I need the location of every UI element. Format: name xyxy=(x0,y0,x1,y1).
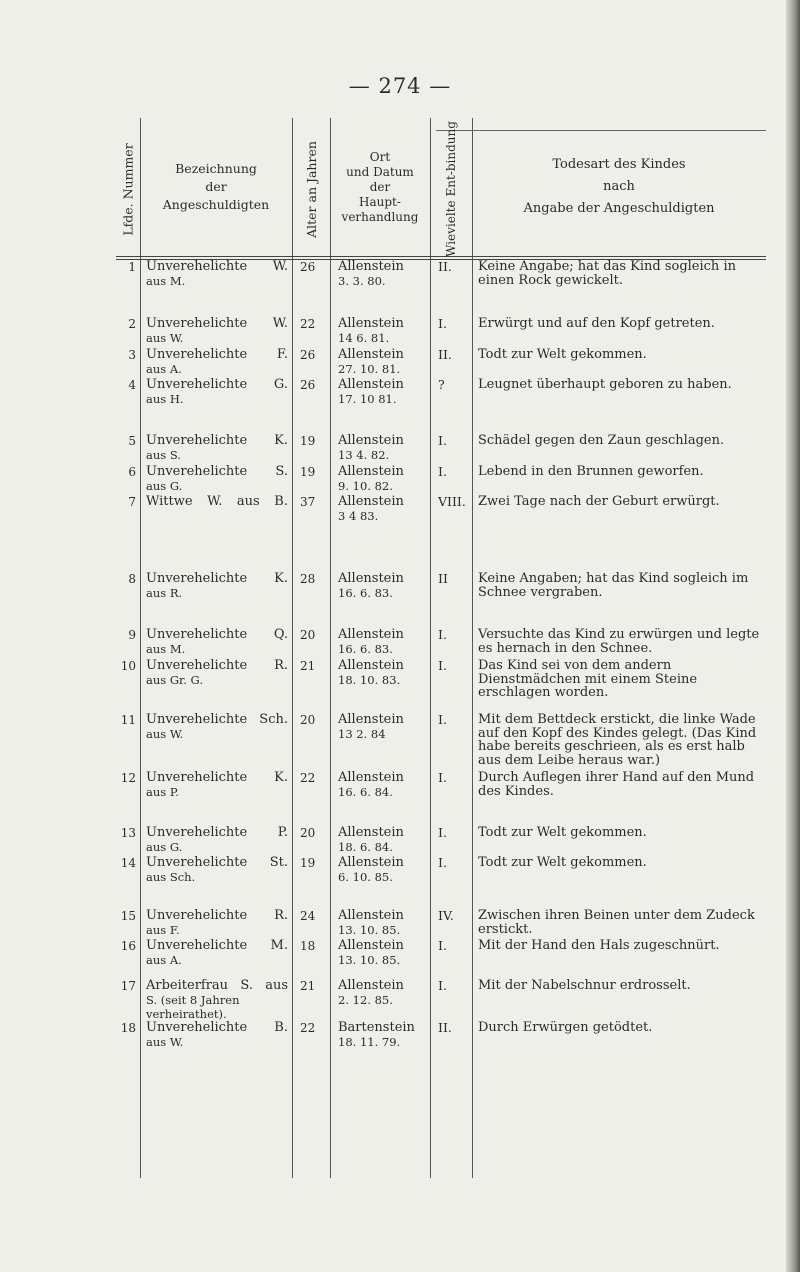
column-rule xyxy=(292,118,293,1178)
trial-place-date xyxy=(338,378,428,406)
trial-place: Allenstein xyxy=(338,938,404,953)
defendant-origin: aus P. xyxy=(146,785,179,799)
defendant-name: Arbeiterfrau S. aus xyxy=(146,978,288,993)
defendant-age: 22 xyxy=(300,317,316,331)
header-nr: Lfde. Nummer xyxy=(120,142,136,236)
trial-place-date xyxy=(338,465,428,493)
trial-date: 16. 6. 83. xyxy=(338,586,393,600)
cause-of-death: Todt zur Welt gekommen. xyxy=(478,347,647,362)
delivery-count: VIII. xyxy=(438,494,466,509)
defendant-name: Unverehelichte St. xyxy=(146,855,288,870)
cause-of-death: Todt zur Welt gekommen. xyxy=(478,825,647,840)
cause-of-death: Schädel gegen den Zaun geschlagen. xyxy=(478,433,725,448)
defendant-age: 22 xyxy=(300,1021,316,1035)
defendant-designation xyxy=(146,909,288,937)
row-number: 12 xyxy=(120,771,136,785)
defendant-name: Unverehelichte W. xyxy=(146,259,288,274)
defendant-origin: aus R. xyxy=(146,586,183,600)
column-rule xyxy=(472,118,473,1178)
page-edge-shadow xyxy=(786,0,800,1272)
defendant-age: 28 xyxy=(300,572,316,586)
trial-date: 3 4 83. xyxy=(338,509,379,523)
delivery-count: II xyxy=(438,571,448,586)
defendant-origin: aus G. xyxy=(146,840,183,854)
cause-of-death: Zwei Tage nach der Geburt erwürgt. xyxy=(478,494,720,509)
row-number: 3 xyxy=(128,348,136,362)
trial-date: 16. 6. 84. xyxy=(338,785,393,799)
defendant-name: Unverehelichte G. xyxy=(146,377,288,392)
cause-of-death: Mit der Nabelschnur erdrosselt. xyxy=(478,978,691,993)
trial-place: Allenstein xyxy=(338,259,404,274)
row-number: 6 xyxy=(128,465,136,479)
page-number: — 274 — xyxy=(348,74,452,98)
defendant-origin: aus S. xyxy=(146,448,181,462)
defendant-name: Unverehelichte S. xyxy=(146,464,288,479)
trial-date: 27. 10. 81. xyxy=(338,362,401,376)
trial-place-date xyxy=(338,628,428,656)
trial-date: 13. 10. 85. xyxy=(338,923,401,937)
defendant-name: Unverehelichte F. xyxy=(146,347,288,362)
defendant-origin: aus Sch. xyxy=(146,870,196,884)
defendant-age: 24 xyxy=(300,909,316,923)
delivery-count: ? xyxy=(438,377,445,392)
defendant-origin: aus Gr. G. xyxy=(146,673,203,687)
defendant-designation xyxy=(146,628,288,656)
trial-place-date xyxy=(338,771,428,799)
defendant-name: Unverehelichte K. xyxy=(146,433,288,448)
row-number: 13 xyxy=(120,826,136,840)
header-bind: Wievielte Ent-bindung xyxy=(444,121,459,257)
trial-date: 13. 10. 85. xyxy=(338,953,401,967)
defendant-designation xyxy=(146,378,288,406)
defendant-designation xyxy=(146,572,288,600)
delivery-count: I. xyxy=(438,712,447,727)
defendant-name: Wittwe W. aus B. xyxy=(146,494,288,509)
trial-place: Allenstein xyxy=(338,571,404,586)
header-bottom-rule xyxy=(116,256,766,257)
trial-place: Allenstein xyxy=(338,978,404,993)
trial-date: 13 2. 84 xyxy=(338,727,386,741)
trial-place: Allenstein xyxy=(338,712,404,727)
cause-of-death: Das Kind sei von dem andern Dienstmädchen mit einem Steine erschlagen worden. xyxy=(478,658,698,700)
delivery-count: I. xyxy=(438,627,447,642)
defendant-age: 26 xyxy=(300,378,316,392)
header-place: Ort und Datum der Haupt- verhandlung xyxy=(341,149,419,224)
data-table xyxy=(116,118,778,1258)
defendant-age: 20 xyxy=(300,713,316,727)
trial-date: 16. 6. 83. xyxy=(338,642,393,656)
cause-of-death: Todt zur Welt gekommen. xyxy=(478,855,647,870)
defendant-age: 21 xyxy=(300,979,316,993)
header-name: Bezeichnung der Angeschuldigten xyxy=(162,161,270,212)
column-rule xyxy=(140,118,141,1178)
defendant-age: 26 xyxy=(300,260,316,274)
row-number: 7 xyxy=(128,495,136,509)
trial-place-date xyxy=(338,713,428,741)
trial-date: 6. 10. 85. xyxy=(338,870,393,884)
defendant-origin: S. (seit 8 Jahren verheirathet). xyxy=(146,993,240,1021)
trial-place: Allenstein xyxy=(338,855,404,870)
cause-of-death: Zwischen ihren Beinen unter dem Zudeck erstickt. xyxy=(478,908,755,937)
defendant-origin: aus A. xyxy=(146,362,182,376)
trial-place-date xyxy=(338,1021,428,1049)
trial-date: 17. 10 81. xyxy=(338,392,397,406)
defendant-name: Unverehelichte Sch. xyxy=(146,712,288,727)
trial-place-date xyxy=(338,434,428,462)
defendant-designation xyxy=(146,348,288,376)
defendant-origin: aus F. xyxy=(146,923,180,937)
defendant-designation xyxy=(146,260,288,288)
delivery-count: II. xyxy=(438,347,452,362)
trial-date: 18. 11. 79. xyxy=(338,1035,401,1049)
defendant-origin: aus G. xyxy=(146,479,183,493)
row-number: 15 xyxy=(120,909,136,923)
trial-place: Allenstein xyxy=(338,433,404,448)
trial-place-date xyxy=(338,317,428,345)
trial-place-date xyxy=(338,659,428,687)
defendant-origin: aus M. xyxy=(146,274,186,288)
defendant-name: Unverehelichte Q. xyxy=(146,627,288,642)
defendant-designation xyxy=(146,939,288,967)
delivery-count: I. xyxy=(438,433,447,448)
row-number: 10 xyxy=(120,659,136,673)
column-rule xyxy=(430,118,431,1178)
row-number: 16 xyxy=(120,939,136,953)
defendant-name: Unverehelichte P. xyxy=(146,825,288,840)
delivery-count: IV. xyxy=(438,908,454,923)
delivery-count: I. xyxy=(438,770,447,785)
defendant-age: 19 xyxy=(300,465,316,479)
trial-place-date xyxy=(338,979,428,1007)
delivery-count: I. xyxy=(438,938,447,953)
defendant-name: Unverehelichte R. xyxy=(146,658,288,673)
row-number: 4 xyxy=(128,378,136,392)
defendant-designation xyxy=(146,713,288,741)
trial-place: Allenstein xyxy=(338,377,404,392)
defendant-age: 20 xyxy=(300,826,316,840)
trial-place: Allenstein xyxy=(338,347,404,362)
defendant-designation xyxy=(146,1021,288,1049)
trial-date: 14 6. 81. xyxy=(338,331,390,345)
trial-place-date xyxy=(338,909,428,937)
defendant-designation xyxy=(146,659,288,687)
cause-of-death: Durch Erwürgen getödtet. xyxy=(478,1020,653,1035)
cause-of-death: Keine Angabe; hat das Kind sogleich in einen Rock gewickelt. xyxy=(478,259,736,288)
defendant-age: 18 xyxy=(300,939,316,953)
defendant-age: 37 xyxy=(300,495,316,509)
trial-place-date xyxy=(338,495,428,523)
defendant-designation xyxy=(146,317,288,345)
trial-place-date xyxy=(338,572,428,600)
row-number: 1 xyxy=(128,260,136,274)
defendant-age: 26 xyxy=(300,348,316,362)
trial-date: 9. 10. 82. xyxy=(338,479,393,493)
delivery-count: I. xyxy=(438,978,447,993)
trial-place-date xyxy=(338,856,428,884)
defendant-designation xyxy=(146,434,288,462)
defendant-designation xyxy=(146,495,288,509)
row-number: 2 xyxy=(128,317,136,331)
trial-date: 18. 6. 84. xyxy=(338,840,393,854)
delivery-count: II. xyxy=(438,259,452,274)
cause-of-death: Mit dem Bettdeck erstickt, die linke Wade auf den Kopf des Kindes gelegt. (Das Kind habe bereits geschrieen, als es erst halb aus dem Leibe heraus war.) xyxy=(478,712,757,768)
trial-place-date xyxy=(338,260,428,288)
cause-of-death: Durch Auflegen ihrer Hand auf den Mund des Kindes. xyxy=(478,770,755,799)
defendant-designation xyxy=(146,771,288,799)
trial-place: Bartenstein xyxy=(338,1020,415,1035)
trial-place: Allenstein xyxy=(338,316,404,331)
delivery-count: I. xyxy=(438,855,447,870)
trial-place-date xyxy=(338,826,428,854)
cause-of-death: Keine Angaben; hat das Kind sogleich im Schnee vergraben. xyxy=(478,571,749,600)
defendant-name: Unverehelichte M. xyxy=(146,938,288,953)
row-number: 5 xyxy=(128,434,136,448)
row-number: 9 xyxy=(128,628,136,642)
defendant-origin: aus W. xyxy=(146,331,184,345)
defendant-age: 19 xyxy=(300,856,316,870)
defendant-age: 22 xyxy=(300,771,316,785)
delivery-count: I. xyxy=(438,316,447,331)
defendant-origin: aus W. xyxy=(146,1035,184,1049)
delivery-count: I. xyxy=(438,658,447,673)
defendant-name: Unverehelichte B. xyxy=(146,1020,288,1035)
trial-date: 2. 12. 85. xyxy=(338,993,393,1007)
trial-place: Allenstein xyxy=(338,658,404,673)
row-number: 18 xyxy=(120,1021,136,1035)
trial-place-date xyxy=(338,939,428,967)
trial-date: 3. 3. 80. xyxy=(338,274,386,288)
trial-date: 18. 10. 83. xyxy=(338,673,401,687)
trial-place: Allenstein xyxy=(338,825,404,840)
defendant-designation xyxy=(146,856,288,884)
trial-place: Allenstein xyxy=(338,494,404,509)
defendant-designation xyxy=(146,979,288,1021)
defendant-designation xyxy=(146,465,288,493)
cause-of-death: Lebend in den Brunnen geworfen. xyxy=(478,464,704,479)
defendant-name: Unverehelichte K. xyxy=(146,770,288,785)
defendant-origin: aus H. xyxy=(146,392,184,406)
delivery-count: I. xyxy=(438,464,447,479)
cause-of-death: Versuchte das Kind zu erwürgen und legte es hernach in den Schnee. xyxy=(478,627,760,656)
trial-place: Allenstein xyxy=(338,908,404,923)
defendant-origin: aus A. xyxy=(146,953,182,967)
trial-date: 13 4. 82. xyxy=(338,448,390,462)
row-number: 14 xyxy=(120,856,136,870)
defendant-designation xyxy=(146,826,288,854)
trial-place-date xyxy=(338,348,428,376)
row-number: 11 xyxy=(120,713,136,727)
cause-of-death: Mit der Hand den Hals zugeschnürt. xyxy=(478,938,720,953)
defendant-age: 21 xyxy=(300,659,316,673)
defendant-name: Unverehelichte W. xyxy=(146,316,288,331)
column-rule xyxy=(330,118,331,1178)
cause-of-death: Erwürgt und auf den Kopf getreten. xyxy=(478,316,715,331)
trial-place: Allenstein xyxy=(338,464,404,479)
defendant-age: 19 xyxy=(300,434,316,448)
trial-place: Allenstein xyxy=(338,627,404,642)
trial-place: Allenstein xyxy=(338,770,404,785)
defendant-origin: aus M. xyxy=(146,642,186,656)
defendant-name: Unverehelichte K. xyxy=(146,571,288,586)
delivery-count: I. xyxy=(438,825,447,840)
header-age: Alter an Jahren xyxy=(303,140,319,238)
cause-of-death: Leugnet überhaupt geboren zu haben. xyxy=(478,377,732,392)
row-number: 17 xyxy=(120,979,136,993)
defendant-name: Unverehelichte R. xyxy=(146,908,288,923)
row-number: 8 xyxy=(128,572,136,586)
delivery-count: II. xyxy=(438,1020,452,1035)
defendant-origin: aus W. xyxy=(146,727,184,741)
defendant-age: 20 xyxy=(300,628,316,642)
header-death: Todesart des Kindes nach Angabe der Angeschuldigten xyxy=(523,157,715,216)
